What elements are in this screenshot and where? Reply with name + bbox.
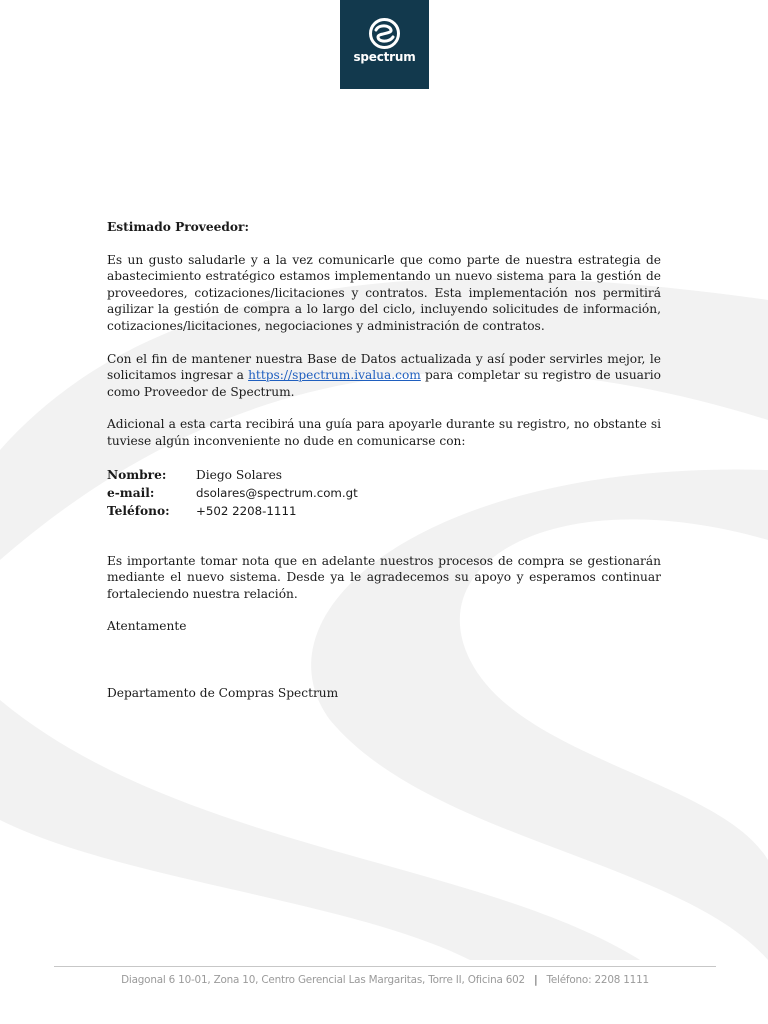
footer (54, 974, 716, 986)
footer-address: Diagonal 6 10-01, Zona 10, Centro Gerencial Las Margaritas, Torre II, Oficina 602 (121, 974, 525, 986)
contact-block (107, 466, 661, 520)
contact-email-row (107, 484, 661, 502)
spectrum-logo (340, 0, 429, 89)
footer-divider (54, 966, 716, 967)
contact-name-row (107, 466, 661, 484)
contact-phone-value: +502 2208-1111 (196, 503, 297, 518)
contact-email-value: dsolares@spectrum.com.gt (196, 485, 358, 500)
registration-text-before: Con el fin de mantener nuestra Base de Datos actualizada y así poder servirles mejor, le solicitamos ingresar a (107, 351, 661, 383)
closing: Atentamente (107, 619, 187, 634)
contact-name-label: Nombre: (107, 467, 167, 482)
signature: Departamento de Compras Spectrum (107, 685, 339, 700)
paragraph-intro: Es un gusto saludarle y a la vez comunicarle que como parte de nuestra estrategia de abastecimiento estratégico estamos implementando un nuevo sistema para la gestión de proveedores, cotizaciones/licitaciones y contratos. Esta implementación nos permitirá agilizar la gestión de compra a lo largo del ciclo, incluyendo solicitudes de información, cotizaciones/licitaciones, negociaciones y administración de contratos. (107, 252, 661, 333)
greeting: Estimado Proveedor: (107, 220, 249, 234)
footer-phone: Teléfono: 2208 1111 (546, 974, 649, 986)
contact-name-value: Diego Solares (196, 467, 283, 482)
contact-email-label: e-mail: (107, 485, 155, 500)
paragraph-closing-note: Es importante tomar nota que en adelante nuestros procesos de compra se gestionarán mediante el nuevo sistema. Desde ya le agradecemos su apoyo y esperamos continuar fortaleciendo nuestra relación. (107, 553, 661, 601)
letter-body (107, 219, 661, 702)
contact-phone-row (107, 502, 661, 520)
brand-name: spectrum (353, 50, 416, 64)
contact-phone-label: Teléfono: (107, 503, 170, 518)
paragraph-support: Adicional a esta carta recibirá una guía para apoyarle durante su registro, no obstante si tuviese algún inconveniente no dude en comunicarse con: (107, 417, 661, 448)
registration-link[interactable]: https://spectrum.ivalua.com (248, 368, 421, 383)
footer-separator: | (534, 974, 538, 986)
spectrum-logo-icon (369, 18, 400, 49)
registration-text-after: para completar su registro de usuario como Proveedor de Spectrum. (107, 368, 661, 399)
paragraph-registration (107, 351, 661, 401)
